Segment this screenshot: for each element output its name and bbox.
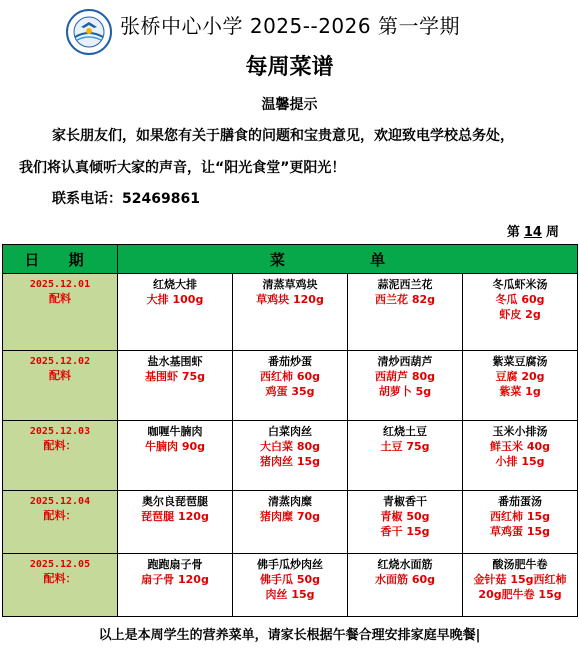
day-date: 2025.12.04 — [29, 496, 91, 507]
dish-ingredient: 琵琶腿 120g — [141, 510, 209, 523]
day-date: 2025.12.03 — [29, 426, 91, 437]
dish-name: 红烧土豆 — [383, 425, 427, 438]
dish-cell — [233, 491, 348, 554]
menu-table — [2, 244, 578, 617]
date-cell — [3, 421, 118, 491]
dish-ingredient: 土豆 75g — [380, 440, 430, 453]
dish-cell — [118, 421, 233, 491]
date-cell — [3, 554, 118, 617]
ingredients-label: 配料 — [49, 369, 71, 382]
date-cell — [3, 274, 118, 351]
dish-cell — [463, 421, 578, 491]
week-suffix: 周 — [545, 225, 559, 240]
dish-ingredient: 虾皮 2g — [499, 308, 541, 321]
notice-title: 温馨提示 — [261, 97, 318, 113]
dish-name: 青椒香干 — [383, 495, 427, 508]
dish-cell — [118, 274, 233, 351]
dish-cell — [118, 554, 233, 617]
dish-name: 清蒸肉糜 — [268, 495, 312, 508]
ingredients-label: 配料： — [43, 439, 77, 452]
footer-note: 以上是本周学生的营养菜单，请家长根据午餐合理安排家庭早晚餐| — [98, 628, 481, 643]
dish-name: 清炒西葫芦 — [377, 355, 433, 368]
day-date: 2025.12.02 — [29, 356, 91, 367]
dish-cell — [348, 351, 463, 421]
dish-ingredient: 基围虾 75g — [144, 370, 205, 383]
dish-ingredient: 紫菜 1g — [499, 385, 541, 398]
date-cell — [3, 351, 118, 421]
dish-cell — [463, 274, 578, 351]
dish-cell — [463, 351, 578, 421]
table-header-row — [3, 245, 578, 274]
day-date: 2025.12.05 — [29, 559, 91, 570]
dish-cell — [348, 421, 463, 491]
dish-cell — [118, 351, 233, 421]
school-emblem-icon — [66, 9, 112, 55]
dish-cell — [348, 491, 463, 554]
dish-ingredient: 西兰花 82g — [374, 293, 435, 306]
dish-cell — [463, 554, 578, 617]
dish-ingredient: 佛手瓜 50g — [259, 573, 320, 586]
dish-cell — [233, 554, 348, 617]
ingredients-label: 配料： — [43, 572, 77, 585]
dish-ingredient: 大白菜 80g — [259, 440, 320, 453]
dish-name: 红烧大排 — [153, 278, 197, 291]
dish-name: 冬瓜虾米汤 — [492, 278, 548, 291]
dish-cell — [233, 351, 348, 421]
dish-name: 盐水基围虾 — [147, 355, 203, 368]
table-row — [3, 351, 578, 421]
dish-ingredient: 豆腐 20g — [495, 370, 545, 383]
dish-ingredient: 西红柿 60g — [259, 370, 320, 383]
column-header-date: 日 期 — [3, 245, 118, 274]
dish-ingredient: 猪肉糜 70g — [259, 510, 320, 523]
dish-ingredient: 肉丝 15g — [265, 588, 315, 601]
dish-ingredient: 扇子骨 120g — [141, 573, 209, 586]
dish-ingredient: 水面筋 60g — [374, 573, 435, 586]
school-title: 张桥中心小学 2025--2026 第一学期 — [120, 14, 460, 38]
dish-ingredient: 金针菇 15g西红柿 — [473, 573, 567, 586]
table-row — [3, 491, 578, 554]
week-prefix: 第 — [506, 225, 520, 240]
dish-ingredient: 草鸡块 120g — [256, 293, 324, 306]
dish-cell — [118, 491, 233, 554]
notice-paragraph-line2: 我们将认真倾听大家的声音，让“阳光食堂”更阳光！ — [19, 160, 346, 176]
dish-ingredient: 大排 100g — [146, 293, 204, 306]
dish-ingredient: 西葫芦 80g — [374, 370, 435, 383]
dish-cell — [233, 421, 348, 491]
table-row — [3, 421, 578, 491]
dish-ingredient: 冬瓜 60g — [495, 293, 545, 306]
dish-name: 咖喱牛腩肉 — [147, 425, 203, 438]
dish-cell — [233, 274, 348, 351]
dish-name: 酸汤肥牛卷 — [492, 558, 548, 571]
column-header-menu: 菜 单 — [118, 245, 578, 274]
dish-name: 蒜泥西兰花 — [377, 278, 433, 291]
dish-name: 红烧水面筋 — [377, 558, 433, 571]
dish-ingredient: 猪肉丝 15g — [259, 455, 320, 468]
dish-name: 番茄蛋汤 — [498, 495, 543, 508]
dish-name: 跑跑扇子骨 — [147, 558, 203, 571]
dish-name: 紫菜豆腐汤 — [492, 355, 548, 368]
week-number: 14 — [523, 225, 542, 240]
dish-name: 番茄炒蛋 — [268, 355, 312, 368]
dish-ingredient: 鲜玉米 40g — [490, 440, 551, 453]
date-cell — [3, 491, 118, 554]
dish-ingredient: 牛腩肉 90g — [144, 440, 205, 453]
dish-name: 白菜肉丝 — [268, 425, 312, 438]
notice-paragraph-line1: 家长朋友们，如果您有关于膳食的问题和宝贵意见，欢迎致电学校总务处， — [52, 128, 514, 144]
ingredients-label: 配料： — [43, 509, 77, 522]
dish-ingredient: 20g肥牛卷 15g — [478, 588, 562, 601]
dish-ingredient: 西红柿 15g — [490, 510, 551, 523]
dish-ingredient: 青椒 50g — [380, 510, 430, 523]
menu-table-body — [3, 274, 578, 617]
table-row — [3, 554, 578, 617]
dish-cell — [348, 274, 463, 351]
week-indicator — [507, 221, 559, 240]
table-row — [3, 274, 578, 351]
dish-cell — [463, 491, 578, 554]
contact-phone: 联系电话：52469861 — [52, 191, 200, 207]
dish-ingredient: 香干 15g — [380, 525, 430, 538]
dish-ingredient: 小排 15g — [495, 455, 545, 468]
ingredients-label: 配料 — [49, 292, 71, 305]
dish-name: 玉米小排汤 — [492, 425, 548, 438]
dish-ingredient: 胡萝卜 5g — [378, 385, 432, 398]
dish-ingredient: 草鸡蛋 15g — [490, 525, 551, 538]
dish-name: 奥尔良琵琶腿 — [142, 495, 208, 508]
dish-name: 佛手瓜炒肉丝 — [257, 558, 323, 571]
dish-ingredient: 鸡蛋 35g — [265, 385, 315, 398]
dish-cell — [348, 554, 463, 617]
page-title: 每周菜谱 — [245, 55, 334, 80]
day-date: 2025.12.01 — [29, 279, 91, 290]
dish-name: 清蒸草鸡块 — [262, 278, 318, 291]
